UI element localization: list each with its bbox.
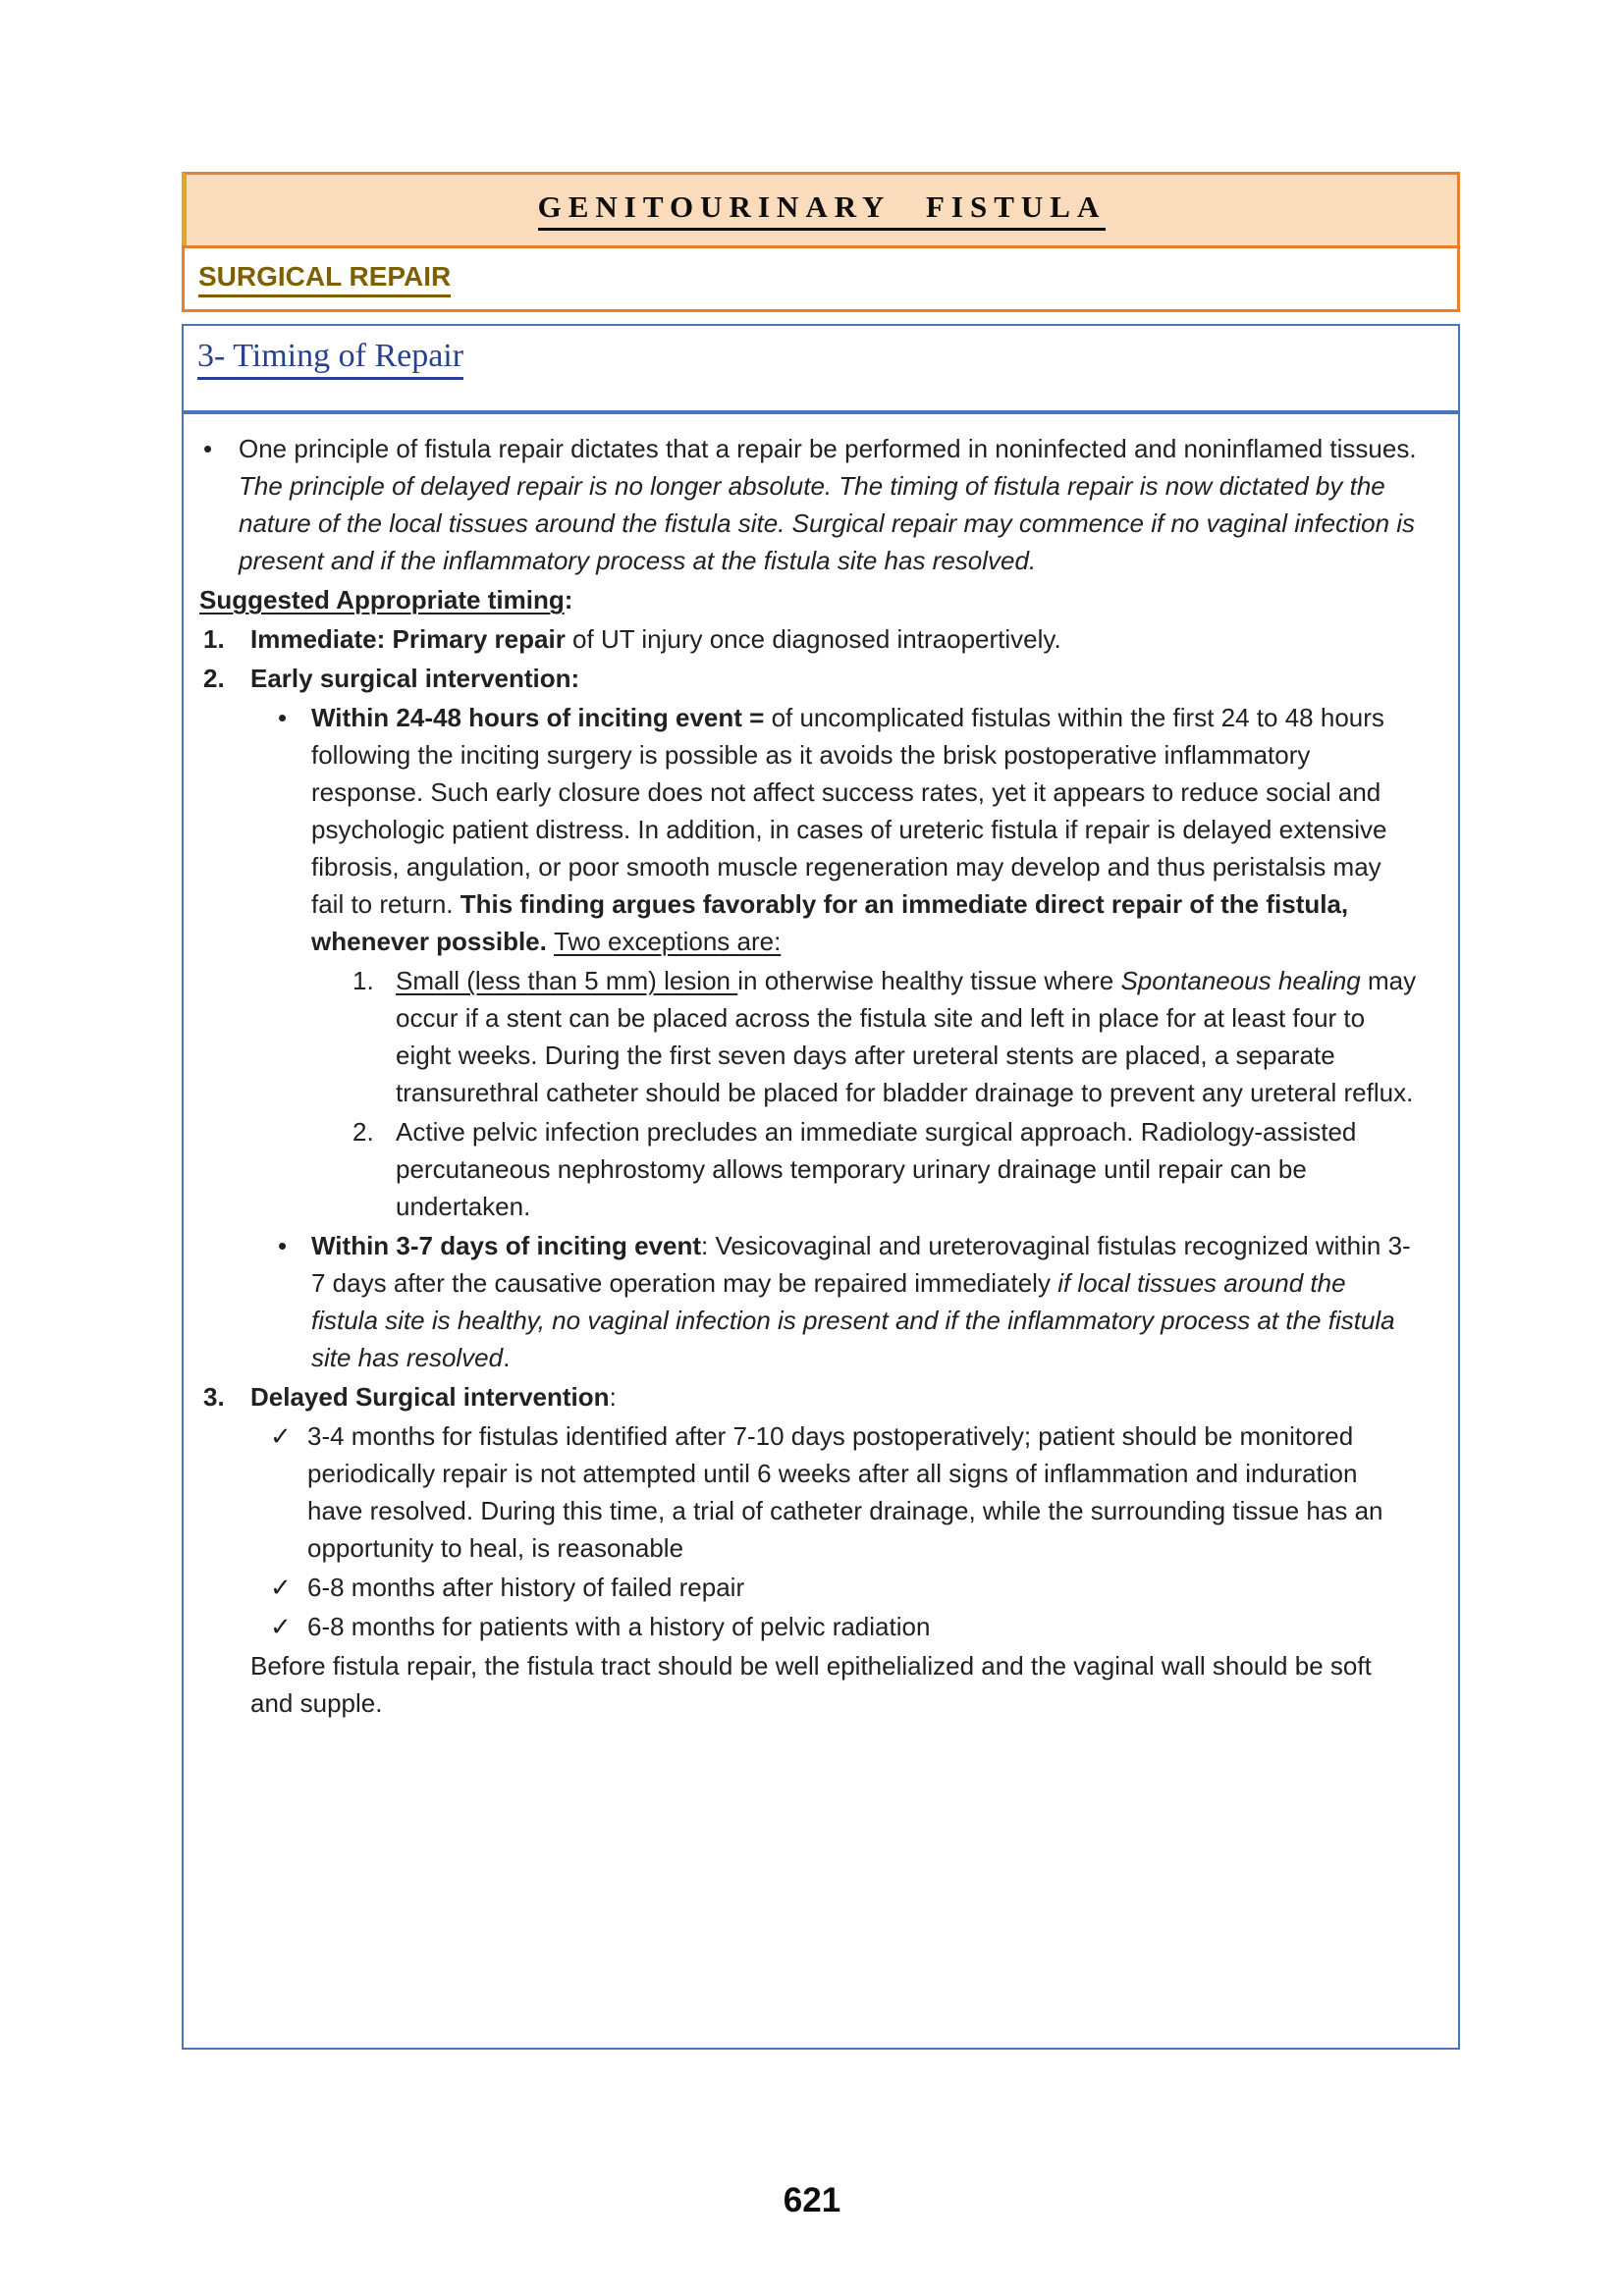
bullet-item-principle <box>184 430 1419 579</box>
paragraph-text: One principle of fistula repair dictates that a repair be performed in noninfected and noninflamed tissues. The principle of delayed repair is no longer absolute. The timing of fistula repair is now dictated by the nature of the local tissues around the fistula site. Surgical repair may commence if no vaginal infection is present and if the inflammatory process at the fistula site has resolved. <box>239 434 1417 575</box>
heading-suggested-timing <box>184 581 1419 618</box>
numbered-item-immediate <box>184 620 1419 658</box>
page-number: 621 <box>783 2181 841 2219</box>
bullet-item-3-7-days <box>184 1227 1419 1376</box>
paragraph-text: 3-4 months for fistulas identified after 7-10 days postoperatively; patient should be monitored periodically repair is not attempted until 6 weeks after all signs of inflammation and induration have resolved. During this time, a trial of catheter drainage, while the surrounding tissue has an opportunity to heal, is reasonable <box>307 1421 1383 1563</box>
check-item-6-8-months-radiation <box>184 1608 1419 1645</box>
item-number: 2. <box>203 664 225 693</box>
item-number: 1. <box>352 966 374 995</box>
subsection-title: 3- Timing of Repair <box>197 338 463 380</box>
heading-text: Suggested Appropriate timing: <box>199 585 573 614</box>
item-number: 3. <box>203 1382 225 1412</box>
exception-item-active-infection <box>184 1113 1419 1225</box>
check-item-3-4-months <box>184 1417 1419 1567</box>
checkmark-icon: ✓ <box>270 1421 292 1451</box>
page-title: GENITOURINARY FISTULA <box>538 189 1107 231</box>
paragraph-before-repair <box>184 1647 1419 1722</box>
title-banner <box>182 172 1460 248</box>
bullet-icon: • <box>278 1231 288 1260</box>
subsection-header-box <box>182 324 1460 412</box>
paragraph-text: Within 3-7 days of inciting event: Vesicovaginal and ureterovaginal fistulas recognized within 3-7 days after the causative operation may be repaired immediately if local tissues around the fistula site is healthy, no vaginal infection is present and if the inflammatory process at the fistula site has resolved. <box>311 1231 1411 1372</box>
exception-item-small-lesion <box>184 962 1419 1111</box>
paragraph-text: 6-8 months after history of failed repair <box>307 1573 745 1602</box>
checkmark-icon: ✓ <box>270 1573 292 1602</box>
paragraph-text: Active pelvic infection precludes an immediate surgical approach. Radiology-assisted percutaneous nephrostomy allows temporary urinary drainage until repair can be undertaken. <box>396 1117 1357 1221</box>
section-title: SURGICAL REPAIR <box>198 261 451 297</box>
numbered-item-early-intervention <box>184 660 1419 697</box>
paragraph-text: Before fistula repair, the fistula tract should be well epithelialized and the vaginal wall should be soft and supple. <box>250 1651 1372 1718</box>
check-item-6-8-months-failed-repair <box>184 1569 1419 1606</box>
section-header-box <box>182 245 1460 312</box>
item-number: 2. <box>352 1117 374 1147</box>
document-body <box>182 172 1460 2050</box>
content-box <box>182 412 1460 2050</box>
paragraph-text: Small (less than 5 mm) lesion in otherwise healthy tissue where Spontaneous healing may occur if a stent can be placed across the fistula site and left in place for at least four to eight weeks. During the first seven days after ureteral stents are placed, a separate transurethral catheter should be placed for bladder drainage to prevent any ureteral reflux. <box>396 966 1417 1107</box>
paragraph-text: Immediate: Primary repair of UT injury once diagnosed intraopertively. <box>250 624 1061 654</box>
paragraph-text: Delayed Surgical intervention: <box>250 1382 617 1412</box>
paragraph-text: Early surgical intervention: <box>250 664 580 693</box>
numbered-item-delayed-intervention <box>184 1378 1419 1415</box>
bullet-icon: • <box>203 434 213 463</box>
paragraph-text: 6-8 months for patients with a history of pelvic radiation <box>307 1612 931 1641</box>
paragraph-text: Within 24-48 hours of inciting event = of uncomplicated fistulas within the first 24 to 48 hours following the inciting surgery is possible as it avoids the brisk postoperative inflammatory response. Such early closure does not affect success rates, yet it appears to reduce social and psychologic patient distress. In addition, in cases of ureteric fistula if repair is delayed extensive fibrosis, angulation, or poor smooth muscle regeneration may develop and thus peristalsis may fail to return. This finding argues favorably for an immediate direct repair of the fistula, whenever possible. Two exceptions are: <box>311 703 1387 956</box>
bullet-item-24-48-hours <box>184 699 1419 960</box>
item-number: 1. <box>203 624 225 654</box>
checkmark-icon: ✓ <box>270 1612 292 1641</box>
bullet-icon: • <box>278 703 288 732</box>
